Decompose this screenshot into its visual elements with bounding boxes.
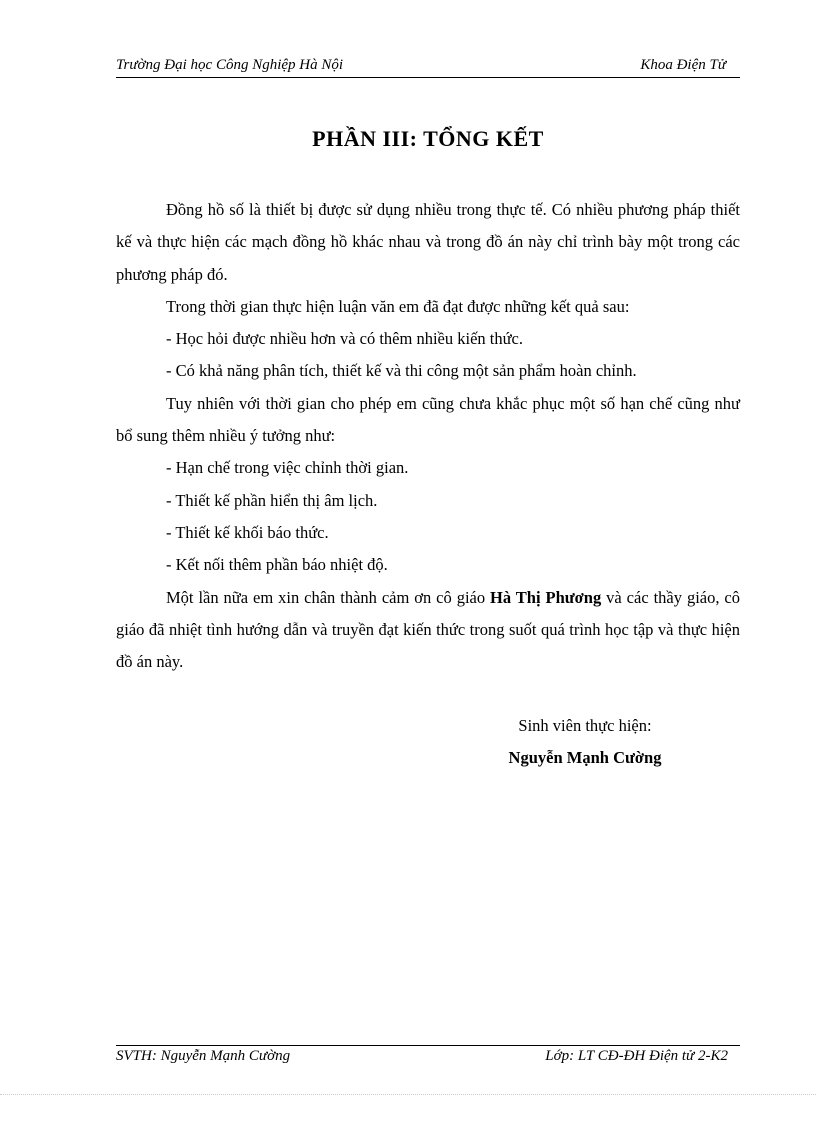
limitation-item: - Kết nối thêm phần báo nhiệt độ. xyxy=(166,555,388,575)
thanks-text-end: và các thầy giáo, cô giáo đã nhiệt tình hướng dẫn và truyền đạt kiến thức trong suốt quá trình học tập và thực hiện đồ án này. xyxy=(116,587,740,672)
limitation-item: - Thiết kế khối báo thức. xyxy=(166,522,329,542)
signature-label: Sinh viên thực hiện: xyxy=(518,716,652,735)
signature-block xyxy=(440,710,730,774)
document-body xyxy=(116,194,740,678)
page-footer xyxy=(116,1045,740,1064)
signature-name: Nguyễn Mạnh Cường xyxy=(508,748,662,767)
page-title: PHẦN III: TỔNG KẾT xyxy=(312,126,544,151)
limitation-item: - Thiết kế phần hiển thị âm lịch. xyxy=(166,490,378,510)
page-header xyxy=(116,55,740,78)
footer-student: SVTH: Nguyễn Mạnh Cường xyxy=(116,1048,291,1064)
result-item: - Có khả năng phân tích, thiết kế và thi công một sản phẩm hoàn chỉnh. xyxy=(166,361,637,381)
header-university: Trường Đại học Công Nghiệp Hà Nội xyxy=(116,57,344,73)
limitations-intro: Tuy nhiên với thời gian cho phép em cũng chưa khắc phục một số hạn chế cũng như bổ sung thêm nhiều ý tưởng như: xyxy=(116,393,740,446)
footer-class: Lớp: LT CĐ-ĐH Điện tử 2-K2 xyxy=(545,1048,728,1064)
thanks-paragraph xyxy=(116,582,740,679)
advisor-name: Hà Thị Phương xyxy=(490,587,602,607)
header-faculty: Khoa Điện Tử xyxy=(640,57,726,73)
result-item: - Học hỏi được nhiều hơn và có thêm nhiều kiến thức. xyxy=(166,329,523,349)
limitation-item: - Hạn chế trong việc chỉnh thời gian. xyxy=(166,458,409,478)
results-intro: Trong thời gian thực hiện luận văn em đã đạt được những kết quả sau: xyxy=(166,296,630,316)
intro-paragraph: Đồng hồ số là thiết bị được sử dụng nhiều trong thực tế. Có nhiều phương pháp thiết kế và thực hiện các mạch đồng hồ khác nhau và trong đồ án này chỉ trình bày một trong các phương pháp đó. xyxy=(116,200,740,284)
page-break-line xyxy=(0,1094,816,1095)
thanks-text-start: Một lần nữa em xin chân thành cảm ơn cô giáo xyxy=(166,587,491,607)
